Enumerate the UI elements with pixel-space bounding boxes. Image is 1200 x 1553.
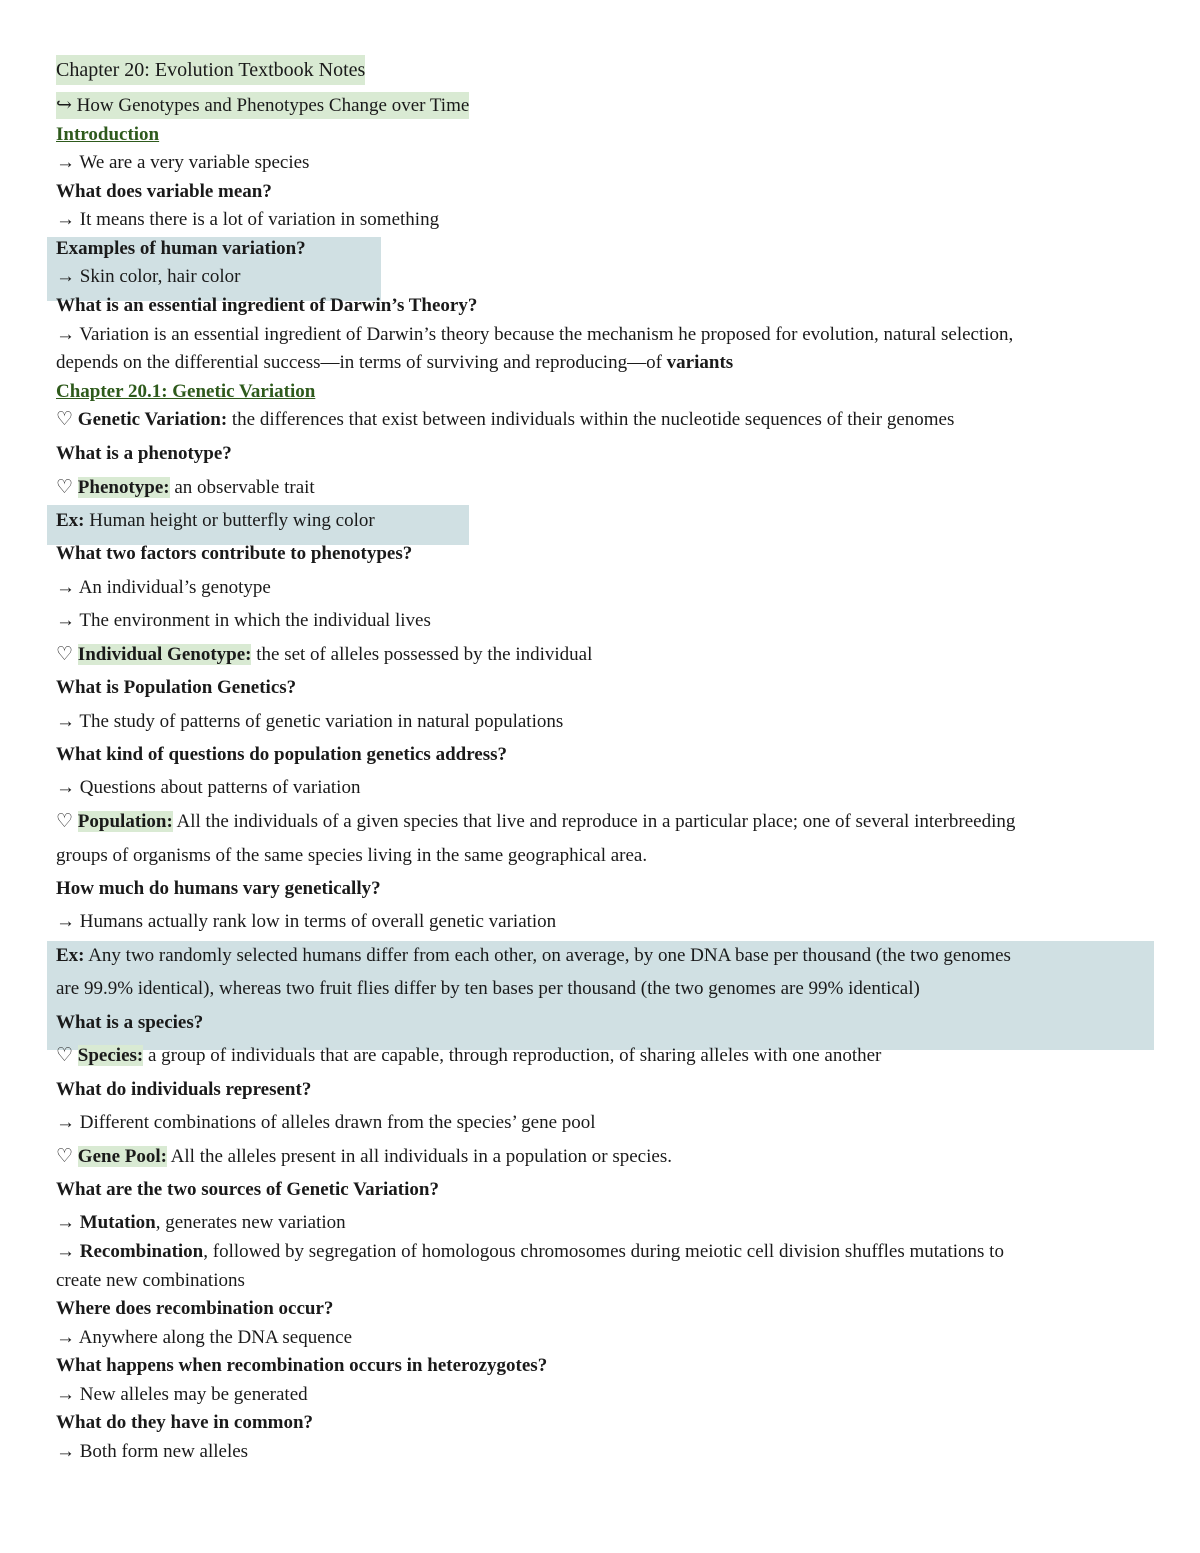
heart-bullet-icon: ♡ bbox=[56, 1146, 78, 1167]
answer-text: , generates new variation bbox=[155, 1212, 346, 1233]
example-line: are 99.9% identical), whereas two fruit flies differ by ten bases per thousand (the two genomes are 99% identical) bbox=[56, 978, 920, 999]
example-line bbox=[56, 509, 375, 533]
question-line: What do individuals represent? bbox=[56, 1079, 312, 1100]
example-line bbox=[56, 944, 1011, 968]
answer-line: → New alleles may be generated bbox=[56, 1384, 308, 1405]
question-line: What are the two sources of Genetic Variation? bbox=[56, 1179, 439, 1200]
question-line: Where does recombination occur? bbox=[56, 1298, 334, 1319]
page-subtitle bbox=[56, 94, 469, 118]
definition-line bbox=[56, 408, 954, 432]
answer-line: → Skin color, hair color bbox=[56, 266, 241, 287]
answer-bold-text: Recombination bbox=[79, 1241, 204, 1262]
example-label: Ex: bbox=[56, 945, 85, 966]
definition-term: Phenotype: bbox=[77, 477, 170, 498]
answer-line: → Variation is an essential ingredient of Darwin’s theory because the mechanism he proposed for evolution, natural selection, bbox=[56, 324, 1014, 345]
title-text: Chapter 20: Evolution Textbook Notes bbox=[56, 55, 365, 85]
example-text: Human height or butterfly wing color bbox=[84, 510, 375, 531]
definition-term: Gene Pool: bbox=[77, 1146, 167, 1167]
question-line: What do they have in common? bbox=[56, 1412, 314, 1433]
question-line: What kind of questions do population genetics address? bbox=[56, 744, 508, 765]
answer-bold-text: variants bbox=[666, 352, 734, 373]
example-label: Ex: bbox=[56, 510, 85, 531]
heart-bullet-icon: ♡ bbox=[56, 644, 78, 665]
question-line: How much do humans vary genetically? bbox=[56, 878, 381, 899]
answer-line: → Anywhere along the DNA sequence bbox=[56, 1327, 353, 1348]
answer-line bbox=[56, 1211, 346, 1235]
answer-line: → An individual’s genotype bbox=[56, 577, 271, 598]
definition-text: the differences that exist between individuals within the nucleotide sequences of their genomes bbox=[227, 409, 955, 430]
answer-text: , followed by segregation of homologous chromosomes during meiotic cell division shuffles mutations to bbox=[203, 1241, 1004, 1262]
subtitle-text: ↪ How Genotypes and Phenotypes Change over Time bbox=[56, 92, 469, 119]
answer-bold-text: Mutation bbox=[79, 1212, 156, 1233]
answer-line: → Questions about patterns of variation bbox=[56, 777, 361, 798]
answer-line bbox=[56, 1240, 1004, 1264]
definition-term: Individual Genotype: bbox=[77, 644, 252, 665]
answer-text: depends on the differential success—in terms of surviving and reproducing—of bbox=[56, 352, 667, 373]
answer-line: create new combinations bbox=[56, 1270, 245, 1291]
definition-text: a group of individuals that are capable, through reproduction, of sharing alleles with one another bbox=[143, 1045, 882, 1066]
answer-line: → The study of patterns of genetic variation in natural populations bbox=[56, 711, 564, 732]
arrow-icon: → bbox=[56, 1241, 80, 1262]
definition-text: an observable trait bbox=[169, 477, 315, 498]
arrow-icon: → bbox=[56, 1212, 80, 1233]
question-line: What is Population Genetics? bbox=[56, 677, 297, 698]
section-heading-genetic-variation: Chapter 20.1: Genetic Variation bbox=[56, 381, 316, 402]
question-line: What does variable mean? bbox=[56, 181, 272, 202]
definition-line bbox=[56, 1044, 881, 1068]
note-line: → We are a very variable species bbox=[56, 152, 310, 173]
question-line: Examples of human variation? bbox=[56, 238, 306, 259]
question-line: What is an essential ingredient of Darwin’s Theory? bbox=[56, 295, 478, 316]
section-heading-introduction: Introduction bbox=[56, 124, 160, 145]
question-line: What happens when recombination occurs in heterozygotes? bbox=[56, 1355, 548, 1376]
heart-bullet-icon: ♡ bbox=[56, 409, 78, 430]
answer-line: → Both form new alleles bbox=[56, 1441, 249, 1462]
definition-line bbox=[56, 476, 315, 500]
definition-term: Population: bbox=[77, 811, 173, 832]
definition-text: All the individuals of a given species that live and reproduce in a particular place; one of several interbreeding bbox=[172, 811, 1016, 832]
definition-text: All the alleles present in all individuals in a population or species. bbox=[166, 1146, 672, 1167]
definition-line bbox=[56, 1145, 672, 1169]
definition-term: Species: bbox=[77, 1045, 144, 1066]
heart-bullet-icon: ♡ bbox=[56, 1045, 78, 1066]
question-line: What is a phenotype? bbox=[56, 443, 232, 464]
answer-line bbox=[56, 351, 733, 375]
answer-line: → The environment in which the individual lives bbox=[56, 610, 431, 631]
example-text: Any two randomly selected humans differ from each other, on average, by one DNA base per thousand (the two genomes bbox=[84, 945, 1011, 966]
answer-line: → Humans actually rank low in terms of overall genetic variation bbox=[56, 911, 557, 932]
answer-line: → It means there is a lot of variation in something bbox=[56, 209, 440, 230]
definition-term: Genetic Variation: bbox=[77, 409, 228, 430]
page-title bbox=[56, 58, 365, 82]
answer-line: → Different combinations of alleles drawn from the species’ gene pool bbox=[56, 1112, 596, 1133]
heart-bullet-icon: ♡ bbox=[56, 811, 78, 832]
definition-line bbox=[56, 643, 592, 667]
definition-line bbox=[56, 810, 1015, 834]
question-line: What two factors contribute to phenotypes? bbox=[56, 543, 413, 564]
definition-line: groups of organisms of the same species living in the same geographical area. bbox=[56, 845, 648, 866]
question-line: What is a species? bbox=[56, 1012, 204, 1033]
definition-text: the set of alleles possessed by the individual bbox=[251, 644, 593, 665]
heart-bullet-icon: ♡ bbox=[56, 477, 78, 498]
